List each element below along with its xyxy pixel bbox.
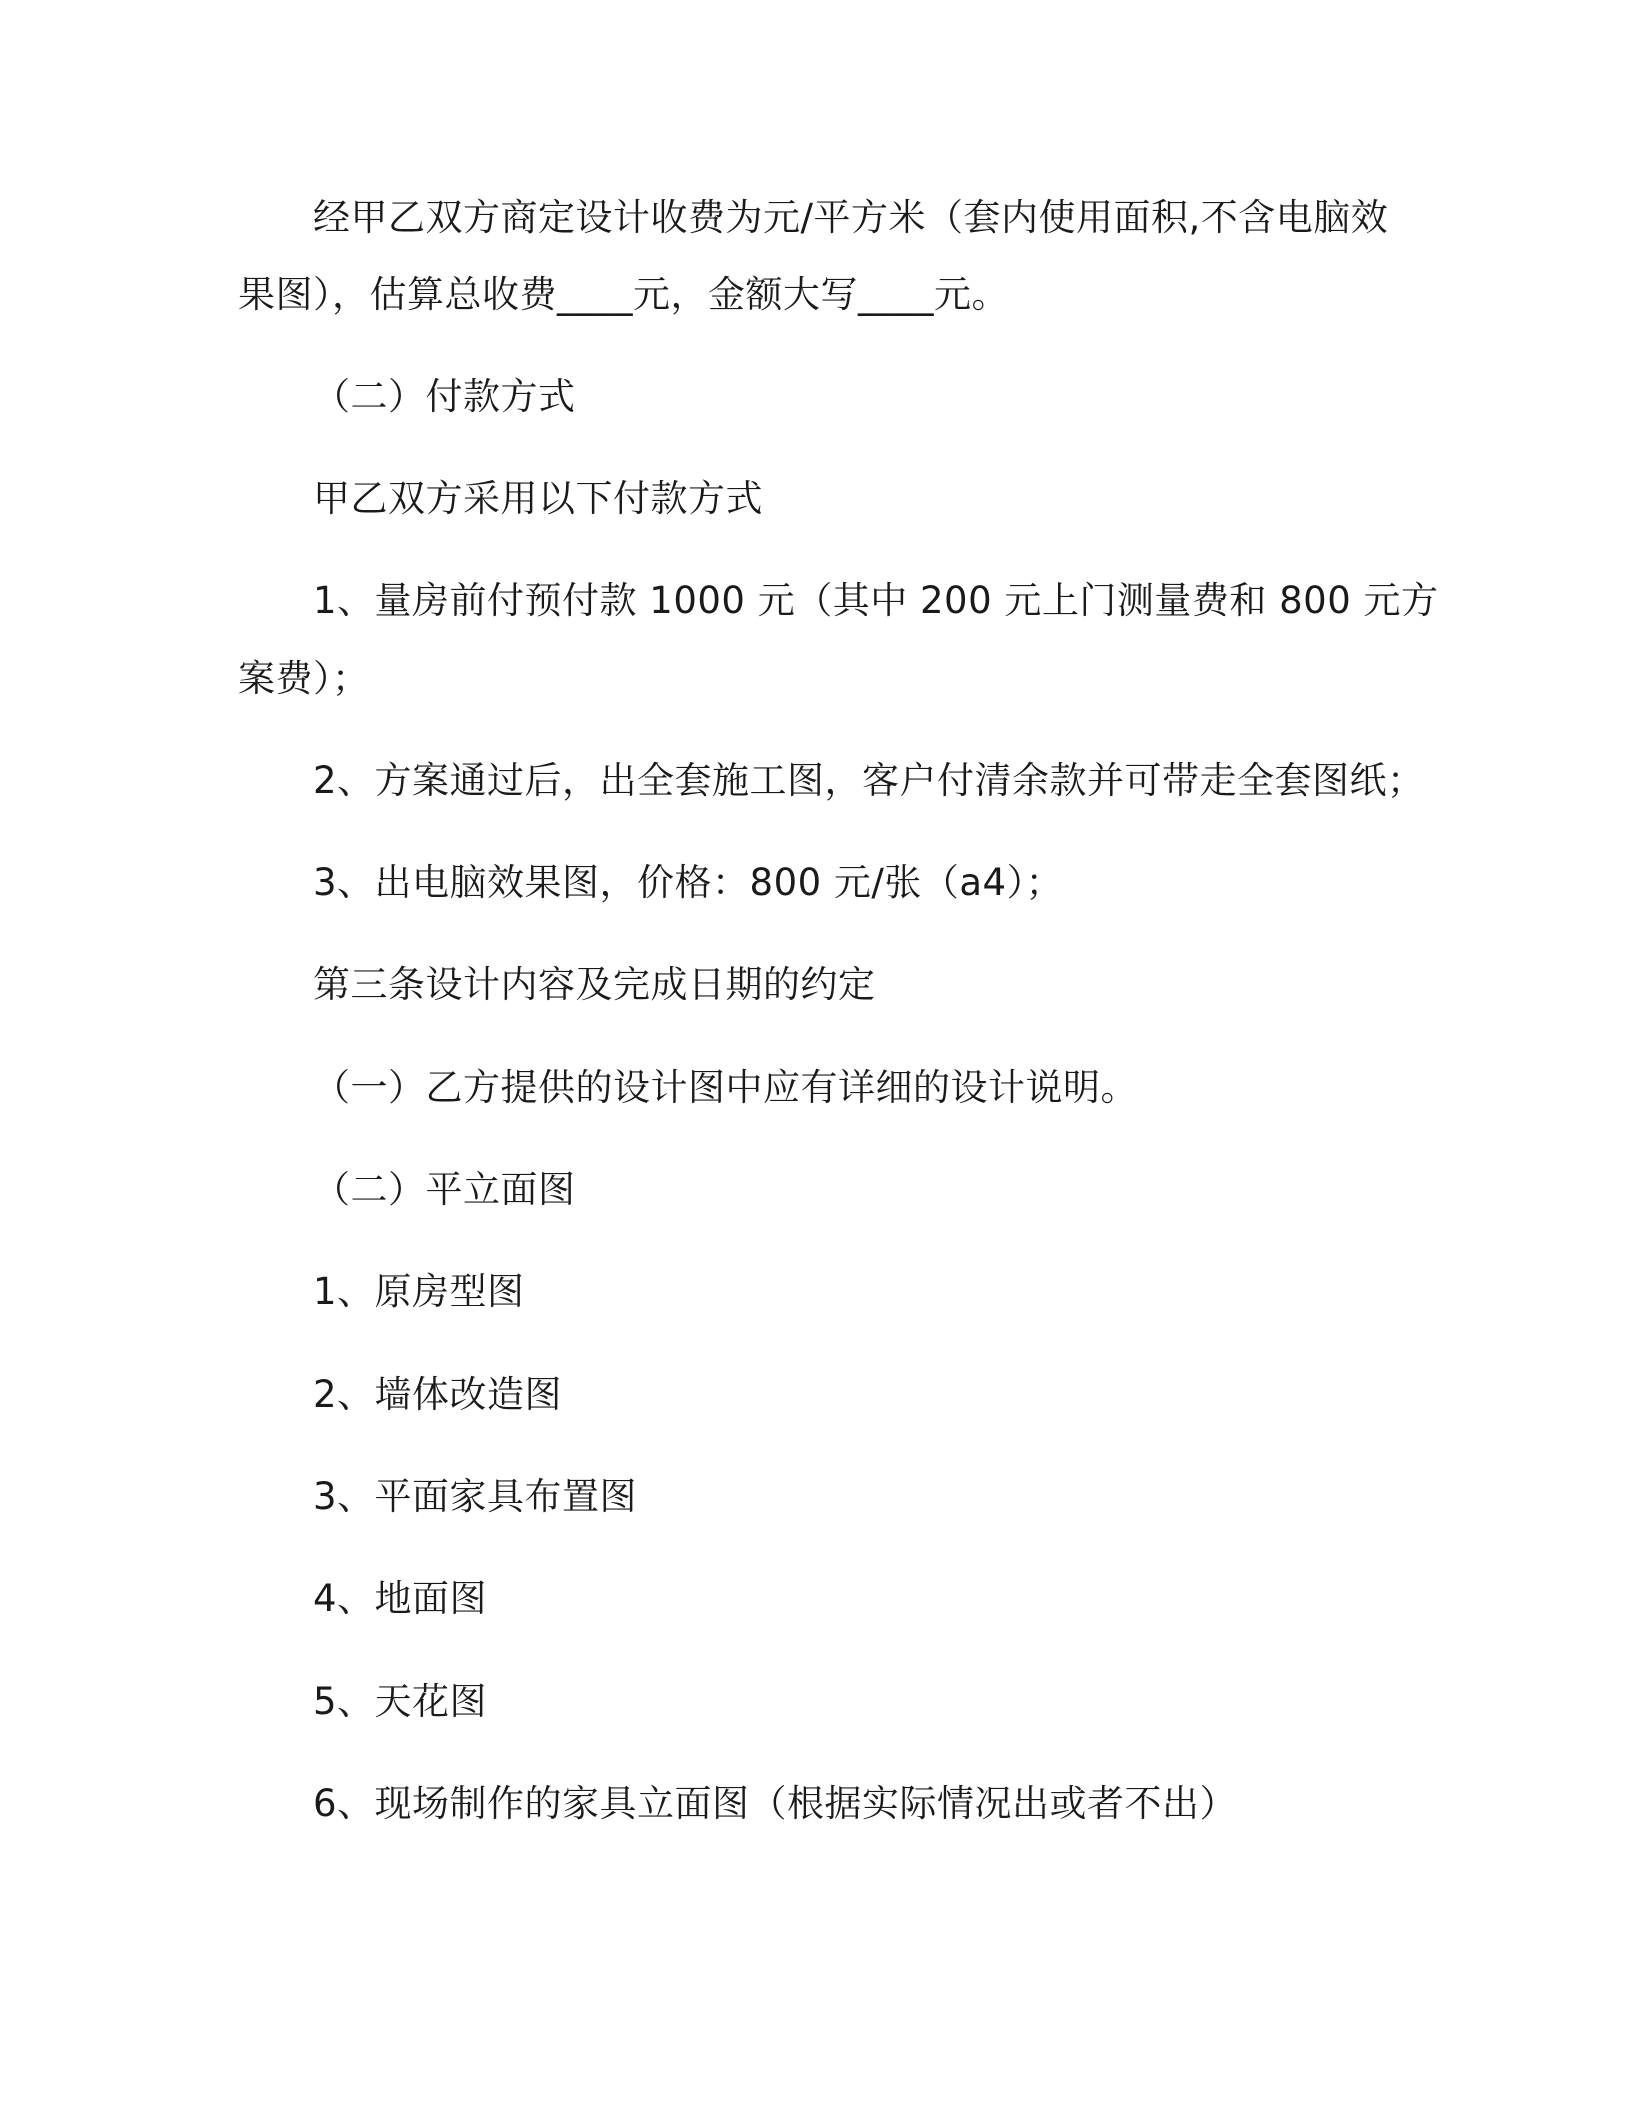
drawing-list-item: 5、天花图 [313,1680,488,1723]
design-item-1: （一）乙方提供的设计图中应有详细的设计说明。 [313,1066,1138,1109]
payment-item-1-line-1: 1、量房前付预付款 1000 元（其中 200 元上门测量费和 800 元方 [313,579,1439,622]
article-3-heading: 第三条设计内容及完成日期的约定 [313,963,876,1006]
drawing-list-item: 4、地面图 [313,1577,488,1620]
payment-item-3: 3、出电脑效果图，价格：800 元/张（a4）； [313,861,1064,904]
payment-item-1-line-2: 案费）； [238,657,370,700]
drawing-list-item: 2、墙体改造图 [313,1373,563,1416]
payment-method-heading: （二）付款方式 [313,375,576,418]
fee-paragraph-line-1: 经甲乙双方商定设计收费为元/平方米（套内使用面积,不含电脑效 [313,196,1389,239]
payment-intro: 甲乙双方采用以下付款方式 [313,477,763,520]
drawing-list-item: 3、平面家具布置图 [313,1475,638,1518]
design-item-2-heading: （二）平立面图 [313,1168,576,1211]
fee-paragraph-line-2: 果图），估算总收费____元，金额大写____元。 [238,273,1009,316]
drawing-list-item: 1、原房型图 [313,1270,525,1313]
payment-item-2: 2、方案通过后，出全套施工图，客户付清余款并可带走全套图纸； [313,759,1425,802]
drawing-list-item: 6、现场制作的家具立面图（根据实际情况出或者不出） [313,1782,1238,1825]
